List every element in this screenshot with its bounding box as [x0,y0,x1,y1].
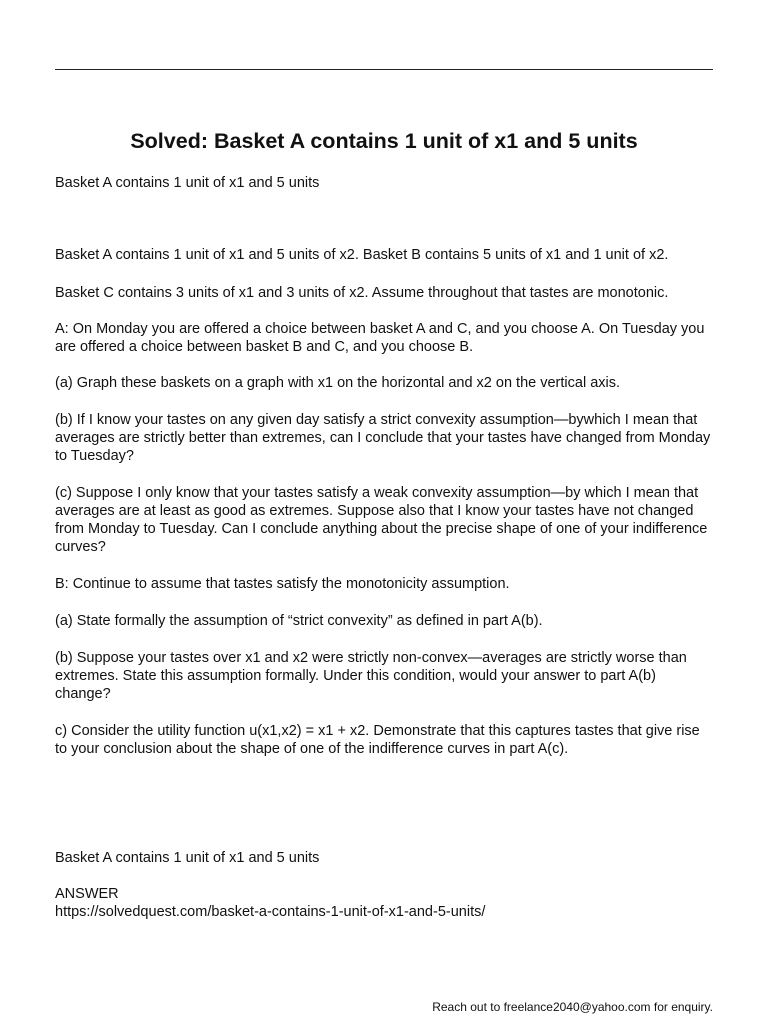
document-subtitle: Basket A contains 1 unit of x1 and 5 units [55,175,320,191]
answer-label: ANSWER [55,886,119,902]
header-divider [55,69,713,70]
paragraph-part-b-a: (a) State formally the assumption of “strict convexity” as defined in part A(b). [55,613,543,629]
paragraph-part-b-b: (b) Suppose your tastes over x1 and x2 were strictly non-convex—averages are strictly worse than extremes. State this assumption formally. Under this condition, would your answer to part A(b) change? [55,650,687,702]
paragraph-part-b-intro: B: Continue to assume that tastes satisfy the monotonicity assumption. [55,576,510,592]
paragraph-part-a-a: (a) Graph these baskets on a graph with x1 on the horizontal and x2 on the vertical axis. [55,375,621,391]
paragraph-part-a-b: (b) If I know your tastes on any given day satisfy a strict convexity assumption—bywhich I mean that averages are strictly better than extremes, can I conclude that your tastes have changed from Monday to Tuesday? [55,412,711,464]
footer-enquiry: Reach out to freelance2040@yahoo.com for enquiry. [432,1000,713,1014]
paragraph-part-a-intro: A: On Monday you are offered a choice between basket A and C, and you choose A. On Tuesday you are offered a choice between basket B and C, and you choose B. [55,321,705,355]
answer-link[interactable]: https://solvedquest.com/basket-a-contains-1-unit-of-x1-and-5-units/ [55,904,486,920]
paragraph-part-a-c: (c) Suppose I only know that your tastes satisfy a weak convexity assumption—by which I mean that averages are at least as good as extremes. Suppose also that I know your tastes have not changed from Monday to Tuesday. Can I conclude anything about the precise shape of one of your indifference curves? [55,485,708,555]
closing-heading: Basket A contains 1 unit of x1 and 5 units [55,850,320,866]
document-title: Solved: Basket A contains 1 unit of x1 and 5 units [130,129,638,153]
paragraph-basket-c: Basket C contains 3 units of x1 and 3 units of x2. Assume throughout that tastes are monotonic. [55,285,669,301]
paragraph-part-b-c: c) Consider the utility function u(x1,x2) = x1 + x2. Demonstrate that this captures tastes that give rise to your conclusion about the shape of one of the indifference curves in part A(c). [55,723,700,757]
paragraph-baskets-ab: Basket A contains 1 unit of x1 and 5 units of x2. Basket B contains 5 units of x1 and 1 unit of x2. [55,247,669,263]
